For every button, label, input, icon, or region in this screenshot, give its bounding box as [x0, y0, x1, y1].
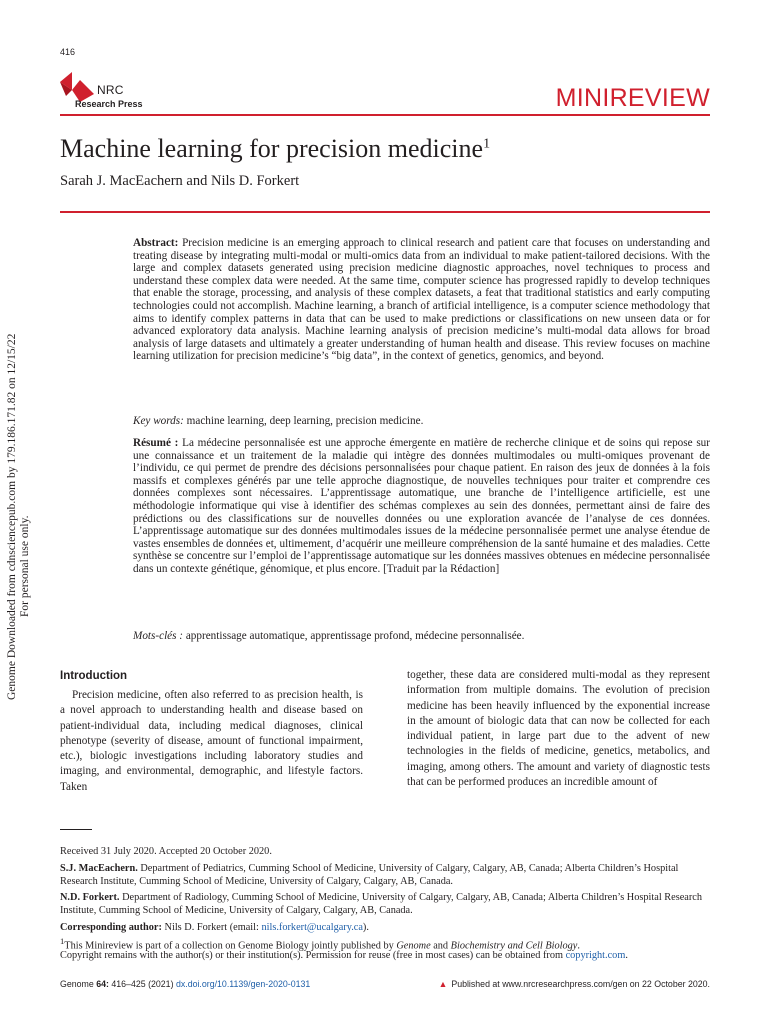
- logo-nrc-text: NRC: [97, 83, 124, 97]
- affiliation-maceachern: [60, 862, 710, 888]
- doi-link[interactable]: dx.doi.org/10.1139/gen-2020-0131: [175, 979, 311, 989]
- footnote-1-end: .: [577, 940, 580, 952]
- copyright-text: Copyright remains with the author(s) or their institution(s). Permission for reuse (free in most cases) can be obtained from: [60, 950, 563, 961]
- abstract: [133, 237, 710, 363]
- journal-pages: 416–425 (2021): [111, 979, 174, 989]
- copyright-link[interactable]: copyright.com: [565, 950, 626, 961]
- journal-volume: 64:: [96, 979, 109, 989]
- received-dates: Received 31 July 2020. Accepted 20 October 2020.: [60, 846, 272, 857]
- body-column-left: Precision medicine, often also referred to as precision health, is a novel approach to understanding health and disease based on patient-individual data, including medical diagnoses, clinical phenotype (severity of disease, amount of functional impairment, etc.), biologic investigations including laboratory studies and imaging, and environmental, demographic, and lifestyle factors. Taken: [60, 689, 363, 793]
- nrc-mark-icon: ▲: [438, 979, 448, 989]
- mots-cles-label: Mots-clés :: [133, 630, 184, 642]
- mots-cles: [133, 630, 710, 642]
- corresponding-text: Nils D. Forkert (email:: [164, 922, 259, 933]
- affiliation-name: N.D. Forkert.: [60, 892, 120, 903]
- keywords-text: machine learning, deep learning, precision medicine.: [186, 415, 424, 427]
- resume-label: Résumé :: [133, 437, 179, 449]
- keywords-label: Key words:: [133, 415, 184, 427]
- abstract-label: Abstract:: [133, 237, 179, 249]
- section-label: MINIREVIEW: [555, 84, 710, 112]
- article-authors: Sarah J. MacEachern and Nils D. Forkert: [60, 173, 300, 189]
- affiliation-forkert: [60, 891, 710, 917]
- journal-citation: [60, 979, 310, 989]
- footnote-1-mark: 1: [60, 936, 65, 946]
- corresponding-author: [60, 921, 710, 934]
- copyright-note: [60, 949, 710, 962]
- journal-genome: Genome: [396, 940, 431, 952]
- side-note-line1: Genome Downloaded from cdnsciencepub.com by 179.186.171.82 on 12/15/22: [6, 333, 18, 700]
- body-column-right: together, these data are considered multi-modal as they represent information from multiple domains. The evolution of precision medicine has been heavily influenced by the exponential increase in the amount of biologic data that can now be collected for each individual patient, in large part due to the advent of new technologies in the fields of medicine, genetics, metabolics, and imaging, among others. The amount and variety of diagnostic tests that can be performed produces an incredible amount of: [407, 669, 710, 789]
- corresponding-email-link[interactable]: nils.forkert@ucalgary.ca: [261, 922, 363, 933]
- copyright-end: .: [625, 950, 628, 961]
- section-heading-introduction: Introduction: [60, 670, 128, 682]
- footnote-1-text: This Minireview is part of a collection on Genome Biology jointly published by: [64, 940, 394, 952]
- nrc-logo-icon: [60, 72, 100, 102]
- affiliation-text: Department of Pediatrics, Cumming School of Medicine, University of Calgary, Calgary, AB, Canada; Alberta Children’s Hospital Research Institute, Cumming School of Medicine, University of Calgary, Calgary, AB, Canada.: [60, 863, 679, 888]
- journal-bcb: Biochemistry and Cell Biology: [450, 940, 578, 952]
- title-footnote-mark: 1: [483, 136, 491, 152]
- download-side-note: [6, 280, 32, 700]
- article-title-text: Machine learning for precision medicine: [60, 134, 484, 163]
- resume: [133, 437, 710, 576]
- published-note: [439, 979, 710, 989]
- nrc-research-press-logo: [60, 72, 170, 114]
- mots-cles-text: apprentissage automatique, apprentissage profond, médecine personnalisée.: [185, 630, 525, 642]
- footnote-rule: [60, 829, 92, 830]
- affiliation-name: S.J. MacEachern.: [60, 863, 138, 874]
- corresponding-label: Corresponding author:: [60, 922, 162, 933]
- journal-name: Genome: [60, 979, 94, 989]
- corresponding-end: ).: [362, 922, 369, 933]
- header-divider: [60, 114, 710, 116]
- article-title: [60, 134, 490, 164]
- logo-press-text: Research Press: [75, 99, 143, 109]
- page-number: 416: [60, 47, 76, 57]
- affiliation-text: Department of Radiology, Cumming School of Medicine, University of Calgary, Calgary, AB, Canada; Alberta Children’s Hospital Research Institute, Cumming School of Medicine, University of Calgary, Calgary, AB, Canada.: [60, 892, 703, 917]
- resume-text: La médecine personnalisée est une approche émergente en matière de recherche clinique et de soins qui repose sur une connaissance et un traitement de la maladie qui intègre des données multimodales ou multi-omiques provenant de l’individu, ce qui permet de prendre des décisions personnalisées pour chaque patient. En raison des jeux de données à la fois massifs et complexes générés par une telle approche diagnostique, de nouvelles techniques pour traiter et comprendre ces données complexes sont nécessaires. L’apprentissage automatique, une branche de l’intelligence artificielle, est une méthodologie informatique qui vise à identifier des schémas complexes au sein des données, permettant ainsi de faire des prédictions ou des classifications sur de nouvelles données ou une exploration avancée de l’analyse de ces données. L’apprentissage automatique sur des données multimodales issues de la médecine personnalisée permet une analyse étendue de vastes ensembles de données et, ultimement, d’acquérir une meilleure compréhension de la santé humaine et des maladies. Cette synthèse se concentre sur l’emploi de l’apprentissage automatique sur les données massives obtenues en médecine personnalisée dans un contexte génétique, génomique, et plus encore. [Traduit par la Rédaction]: [133, 437, 710, 575]
- title-divider: [60, 211, 710, 213]
- published-text: Published at www.nrcresearchpress.com/gen on 22 October 2020.: [451, 979, 710, 989]
- keywords: [133, 415, 710, 427]
- side-note-line2: For personal use only.: [19, 515, 31, 617]
- abstract-text: Precision medicine is an emerging approach to clinical research and patient care that focuses on understanding and treating disease by integrating multi-modal or multi-omics data from an individual to make patient-tailored decisions. With the large and complex datasets generated using precision medicine diagnostic approaches, novel techniques to process and understand these complex data were needed. At the same time, computer science has progressed rapidly to develop techniques that enable the storage, processing, and analysis of these complex datasets, a feat that traditional statistics and early computing technologies could not accomplish. Machine learning, a branch of artificial intelligence, is a computer science methodology that aims to identify complex patterns in data that can be used to make predictions or classifications on new unseen data or for advanced exploratory data analysis. Machine learning analysis of precision medicine’s multi-modal data allows for broad analysis of large datasets and ultimately a greater understanding of human health and disease. This review focuses on machine learning utilization for precision medicine’s “big data”, in the context of genetics, genomics, and beyond.: [133, 237, 711, 363]
- footnote-1-and: and: [433, 940, 449, 952]
